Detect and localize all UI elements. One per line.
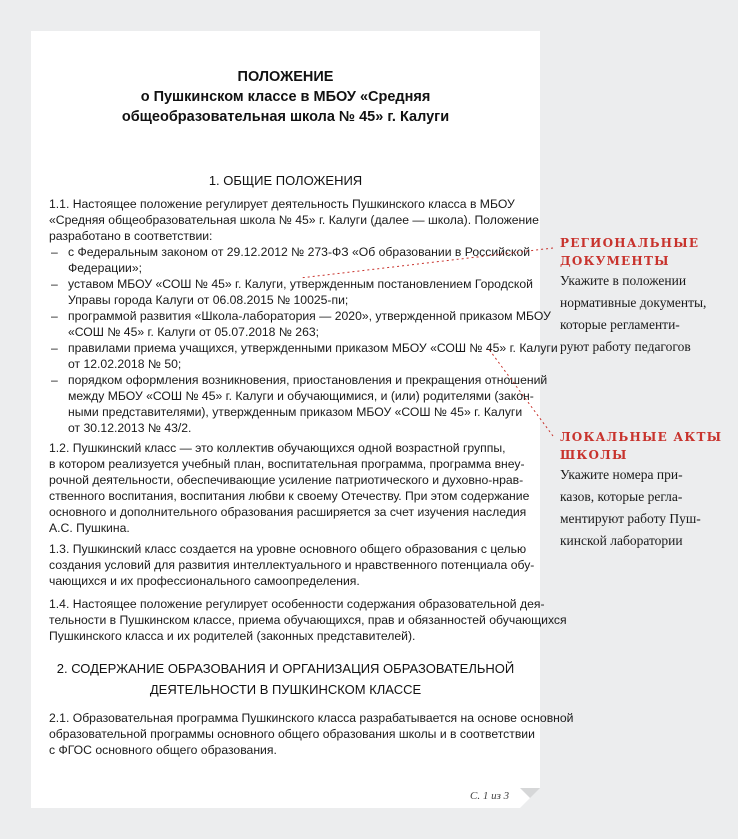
section-1-heading: 1. ОБЩИЕ ПОЛОЖЕНИЯ bbox=[208, 173, 363, 188]
margin-note-2-text-line-4: кинской лаборатории bbox=[560, 533, 683, 548]
list-item-1-line-1: с Федеральным законом от 29.12.2012 № 273-ФЗ «Об образовании в Российской bbox=[68, 245, 531, 259]
list-item-4-line-2: от 12.02.2018 № 50; bbox=[68, 357, 182, 371]
p14-line-1: 1.4. Настоящее положение регулирует особенности содержания образовательной дея- bbox=[49, 597, 545, 611]
margin-note-2-text-line-2: казов, которые регла- bbox=[560, 489, 683, 504]
list-item-5-line-2: между МБОУ «СОШ № 45» г. Калуги и обучающимися, и (или) родителями (закон- bbox=[68, 389, 534, 403]
p13-line-2: создания условий для развития интеллектуального и нравственного потенциала обу- bbox=[49, 558, 535, 572]
document-title-line-3: общеобразовательная школа № 45» г. Калуги bbox=[121, 109, 450, 125]
p12-line-3: рочной деятельности, обеспечивающие усиление патриотического и духовно-нрав- bbox=[49, 473, 524, 487]
p12-line-5: основного и дополнительного образования расширяется за счет изучения наследия bbox=[49, 505, 527, 519]
p11-line-3: разработано в соответствии: bbox=[49, 229, 213, 243]
p21-line-3: с ФГОС основного общего образования. bbox=[49, 743, 277, 757]
list-item-2-line-2: Управы города Калуги от 06.08.2015 № 10025-пи; bbox=[68, 293, 349, 307]
margin-note-1-text-line-1: Укажите в положении bbox=[560, 273, 687, 288]
list-item-5-line-4: от 30.12.2013 № 43/2. bbox=[68, 421, 192, 435]
list-dash: – bbox=[51, 341, 58, 355]
list-dash: – bbox=[51, 309, 58, 323]
margin-note-1-text-line-4: руют работу педагогов bbox=[560, 339, 691, 354]
list-item-3-line-1: программой развития «Школа-лаборатория — 2020», утвержденной приказом МБОУ bbox=[68, 309, 551, 323]
margin-note-2-heading-line-2: ШКОЛЫ bbox=[560, 448, 628, 462]
list-item-5-line-1: порядком оформления возникновения, приостановления и прекращения отношений bbox=[68, 373, 548, 387]
section-2-heading-line-1: 2. СОДЕРЖАНИЕ ОБРАЗОВАНИЯ И ОРГАНИЗАЦИЯ ОБРАЗОВАТЕЛЬНОЙ bbox=[56, 661, 515, 676]
list-item-3-line-2: «СОШ № 45» г. Калуги от 05.07.2018 № 263; bbox=[68, 325, 320, 339]
document-title-line-1: ПОЛОЖЕНИЕ bbox=[237, 69, 334, 85]
page-number: С. 1 из 3 bbox=[470, 790, 510, 802]
margin-note-1-heading-line-2: ДОКУМЕНТЫ bbox=[560, 254, 670, 268]
p12-line-6: А.С. Пушкина. bbox=[49, 521, 130, 535]
p13-line-3: чающихся и их профессионального самоопределения. bbox=[49, 574, 360, 588]
p12-line-1: 1.2. Пушкинский класс — это коллектив обучающихся одной возрастной группы, bbox=[49, 441, 506, 455]
document-title-line-2: о Пушкинском классе в МБОУ «Средняя bbox=[140, 89, 431, 105]
list-dash: – bbox=[51, 373, 58, 387]
list-dash: – bbox=[51, 277, 58, 291]
p12-line-4: ственного воспитания, воспитания любви к своему Отечеству. При этом содержание bbox=[49, 489, 530, 503]
p21-line-2: образовательной программы основного общего образования школы и в соответствии bbox=[49, 727, 535, 741]
section-2-heading-line-2: ДЕЯТЕЛЬНОСТИ В ПУШКИНСКОМ КЛАССЕ bbox=[149, 682, 422, 697]
list-dash: – bbox=[51, 245, 58, 259]
margin-note-1-heading-line-1: РЕГИОНАЛЬНЫЕ bbox=[560, 236, 700, 250]
list-item-1-line-2: Федерации»; bbox=[68, 261, 142, 275]
p21-line-1: 2.1. Образовательная программа Пушкинского класса разрабатывается на основе основной bbox=[49, 711, 574, 725]
p13-line-1: 1.3. Пушкинский класс создается на уровне основного общего образования с целью bbox=[49, 542, 527, 556]
margin-note-2-text-line-3: ментируют работу Пуш- bbox=[560, 511, 701, 526]
list-item-4-line-1: правилами приема учащихся, утвержденными приказом МБОУ «СОШ № 45» г. Калуги bbox=[68, 341, 558, 355]
margin-note-1-text-line-2: нормативные документы, bbox=[560, 295, 707, 310]
margin-note-2-heading-line-1: ЛОКАЛЬНЫЕ АКТЫ bbox=[560, 430, 723, 444]
margin-note-1-text-line-3: которые регламенти- bbox=[560, 317, 680, 332]
p12-line-2: в котором реализуется учебный план, воспитательная программа, программа внеу- bbox=[49, 457, 525, 471]
p11-line-2: «Средняя общеобразовательная школа № 45» г. Калуги (далее — школа). Положение bbox=[49, 213, 539, 227]
margin-note-2-text-line-1: Укажите номера при- bbox=[560, 467, 683, 482]
p14-line-3: Пушкинского класса и их родителей (законных представителей). bbox=[49, 629, 416, 643]
list-item-2-line-1: уставом МБОУ «СОШ № 45» г. Калуги, утвержденным постановлением Городской bbox=[68, 277, 533, 291]
p14-line-2: тельности в Пушкинском классе, приема обучающихся, прав и обязанностей обучающихся bbox=[49, 613, 567, 627]
list-item-5-line-3: ными представителями), утвержденным приказом МБОУ «СОШ № 45» г. Калуги bbox=[68, 405, 523, 419]
p11-line-1: 1.1. Настоящее положение регулирует деятельность Пушкинского класса в МБОУ bbox=[49, 197, 515, 211]
